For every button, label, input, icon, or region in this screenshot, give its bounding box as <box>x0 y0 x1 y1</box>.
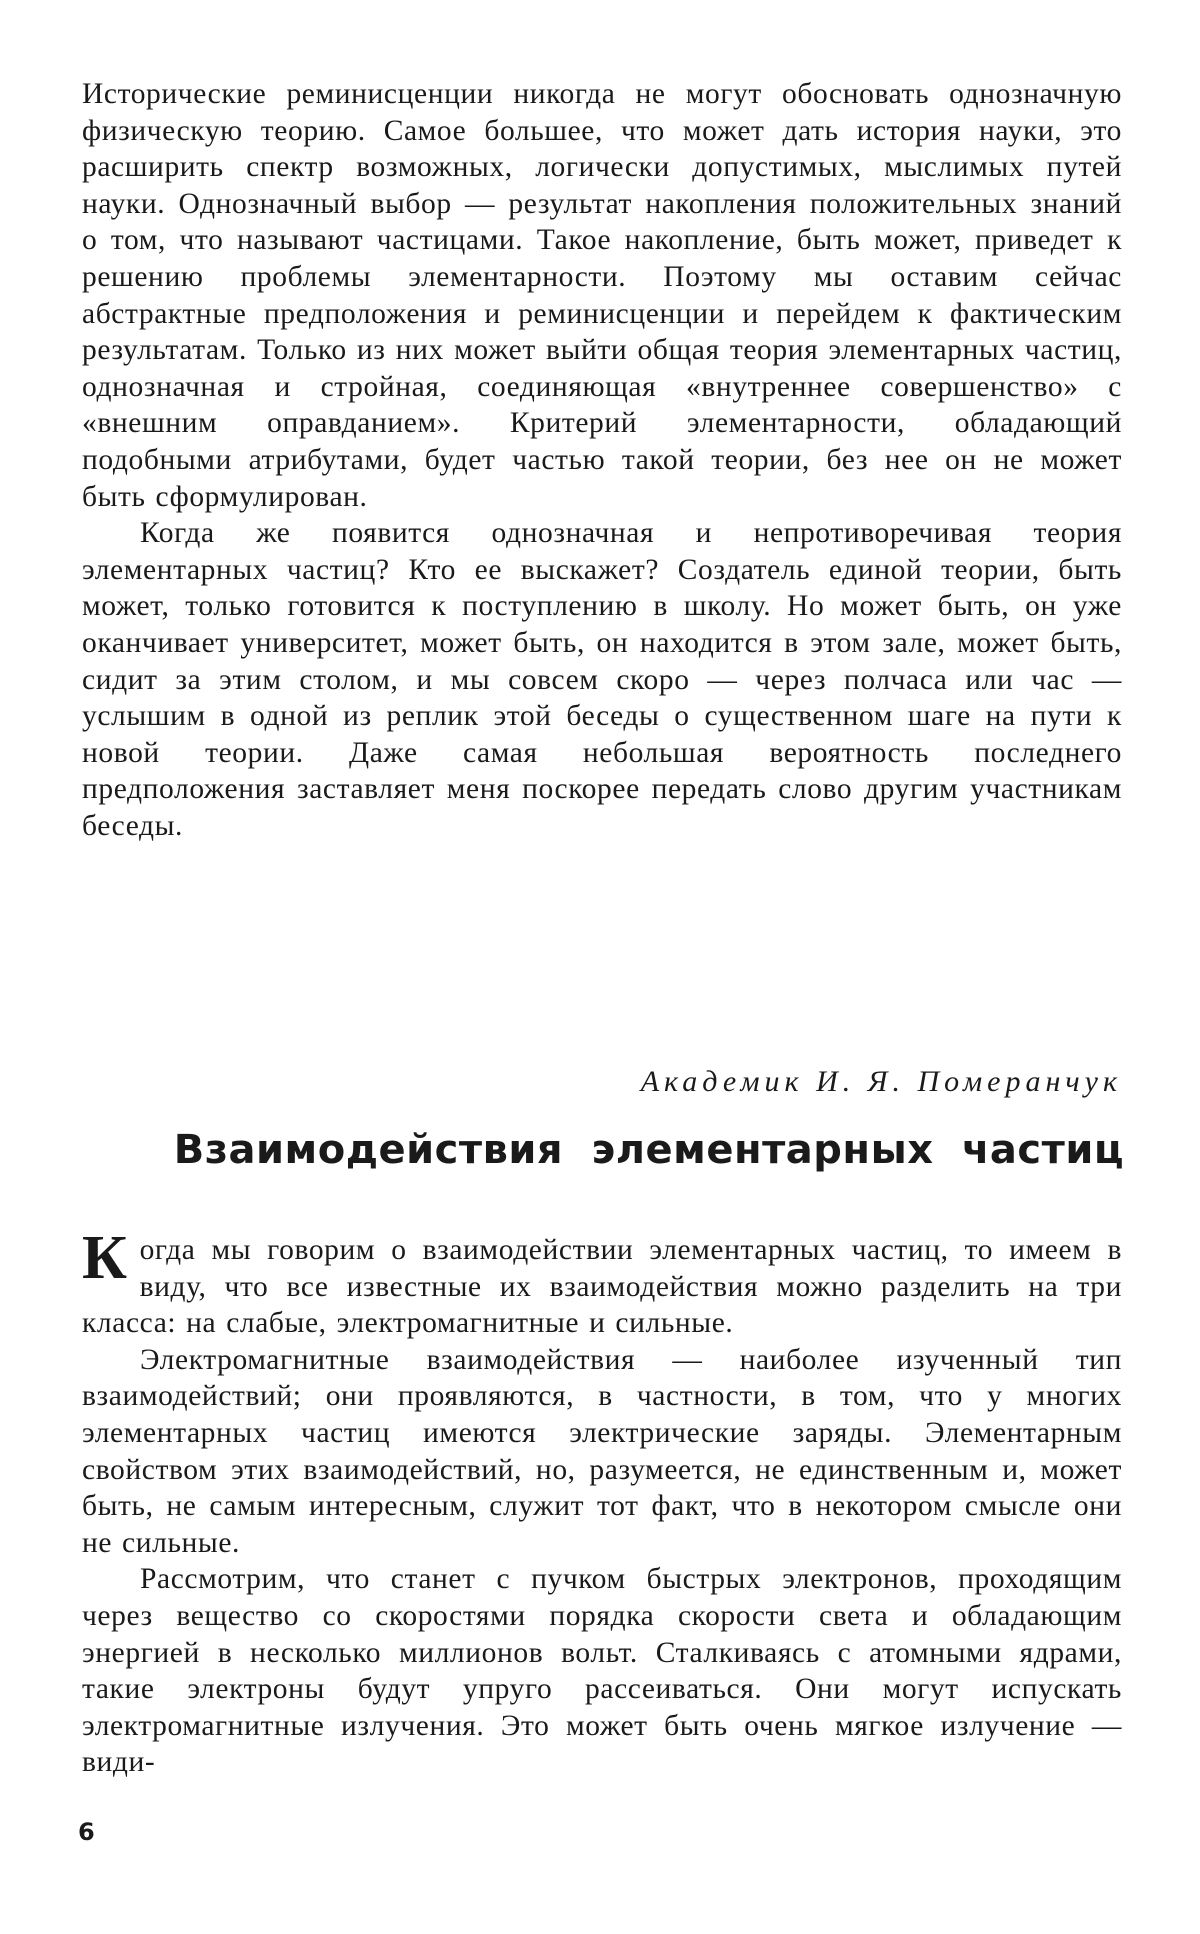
paragraph: Когда же появится однозначная и непротиворечивая теория элементарных частиц? Кто ее выскажет? Создатель единой теории, быть может, только готовится к поступлению в школу. Но может быть, он уже оканчивает университет, может быть, он находится в этом зале, может быть, сидит за этим столом, и мы совсем скоро — через полчаса или час — услышим в одной из реплик этой беседы о существенном шаге на пути к новой теории. Даже самая небольшая вероятность последнего предположения заставляет меня поскорее передать слово другим участникам беседы. <box>82 517 1122 842</box>
first-paragraph <box>82 1224 1122 1342</box>
article-author: Академик И. Я. Померанчук <box>640 1065 1122 1098</box>
paragraph: Исторические реминисценции никогда не могут обосновать однозначную физическую теорию. Самое большее, что может дать история науки, это расширить спектр возможных, логически допустимых, мыслимых путей науки. Однозначный выбор — результат накопления положительных знаний о том, что называют частицами. Такое накопление, быть может, приведет к решению проблемы элементарности. Поэтому мы оставим сейчас абстрактные предположения и реминисценции и перейдем к фактическим результатам. Только из них может выйти общая теория элементарных частиц, однозначная и стройная, соединяющая «внутреннее совершенство» с «внешним оправданием». Критерий элементарности, обладающий подобными атрибутами, будет частью такой теории, без нее он не может быть сформулирован. <box>82 78 1122 513</box>
article-body <box>82 1224 1122 1781</box>
article-title: Взаимодействия элементарных частиц <box>173 1127 1124 1173</box>
page-number: 6 <box>78 1818 95 1846</box>
paragraph: Рассмотрим, что станет с пучком быстрых электронов, проходящим через вещество со скоростями порядка скорости света и обладающим энергией в несколько миллионов вольт. Сталкиваясь с атомными ядрами, такие электроны будут упруго рассеиваться. Они могут испускать электромагнитные излучения. Это может быть очень мягкое излучение — види- <box>82 1563 1122 1779</box>
first-paragraph-text: огда мы говорим о взаимодействии элементарных частиц, то имеем в виду, что все известные их взаимодействия можно разделить на три класса: на слабые, электромагнитные и сильные. <box>82 1234 1122 1340</box>
previous-article-text <box>82 76 1122 844</box>
drop-cap: К <box>82 1224 128 1292</box>
paragraph: Электромагнитные взаимодействия — наиболее изученный тип взаимодействий; они проявляются, в частности, в том, что у многих элементарных частиц имеются электрические заряды. Элементарным свойством этих взаимодействий, но, разумеется, не единственным и, может быть, не самым интересным, служит тот факт, что в некотором смысле они не сильные. <box>82 1343 1122 1559</box>
